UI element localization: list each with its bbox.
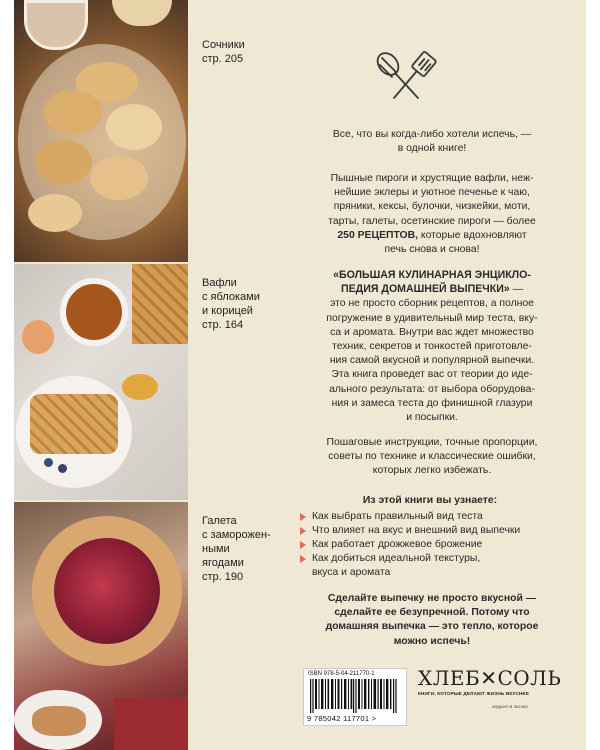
text-line: сделайте ее безупречной. Потому что <box>334 607 530 619</box>
text-line: и посыпки. <box>406 412 458 424</box>
waffle <box>30 394 118 454</box>
pastry <box>28 194 82 232</box>
red-napkin <box>114 698 188 750</box>
list-item-text: Как работает дрожжевое брожение <box>312 539 483 550</box>
text-line: погружение в удивительный мир теста, вку- <box>326 312 538 324</box>
text-line: можно испечь! <box>393 635 471 647</box>
caption-line: стр. 190 <box>202 571 244 583</box>
book-back-cover <box>14 0 586 750</box>
pastry <box>106 104 162 150</box>
coffee-cup <box>24 0 88 50</box>
pastry <box>36 140 92 184</box>
caption-line: ягодами <box>202 557 244 569</box>
blueberry <box>58 464 67 473</box>
learn-heading: Из этой книги вы узнаете: <box>362 495 498 506</box>
text-line: которых легко избежать. <box>372 465 492 477</box>
list-item-text: вкуса и аромата <box>312 567 391 578</box>
text-line: Пошаговые инструкции, точные пропорции, <box>326 437 538 448</box>
list-item <box>300 538 560 552</box>
photo-sochniki <box>14 0 188 262</box>
barcode <box>303 668 407 726</box>
learn-list <box>300 494 560 580</box>
cake-slice <box>32 706 86 736</box>
publisher-logo <box>418 666 562 696</box>
closing-text <box>282 592 582 649</box>
berry-filling <box>54 538 160 644</box>
description-paragraph-2 <box>282 268 582 425</box>
recipe-count: 250 РЕЦЕПТОВ, <box>337 229 419 241</box>
text-line: Все, что вы когда-либо хотели испечь, — <box>332 129 532 140</box>
caption-line: Вафли <box>202 277 237 289</box>
publisher-wordmark: ХЛЕБ✕СОЛЬ <box>418 666 562 690</box>
pastry <box>44 90 102 134</box>
caption-galette <box>202 514 271 584</box>
caption-line: стр. 205 <box>202 53 244 65</box>
list-item-text: Что влияет на вкус и внешний вид выпечки <box>312 525 521 536</box>
text-line: печь снова и снова! <box>384 244 480 256</box>
isbn: ISBN 978-5-04-211770-1 <box>308 671 375 677</box>
text-line: это не просто сборник рецептов, а полное <box>330 298 534 310</box>
caption-line: и корицей <box>202 305 253 317</box>
text-fragment: которые вдохновляют <box>418 229 527 241</box>
text-line: пряники, кексы, булочки, чизкейки, моти, <box>333 201 531 213</box>
blueberry <box>44 458 53 467</box>
text-line: са и аромата. Внутри вас ждет множество <box>330 326 534 338</box>
text-line: в одной книге! <box>397 143 467 155</box>
tea-cup <box>60 278 128 346</box>
caption-line: Сочники <box>202 39 245 51</box>
caption-line: Галета <box>202 515 237 527</box>
imprint-note: ИЗДАНО В ЭКСМО <box>492 704 529 709</box>
waffle-stack <box>132 264 188 344</box>
text-line: техник, секретов и тонкостей приготовле- <box>332 341 532 353</box>
text-line: нейшие эклеры и уютное печенье к чаю, <box>334 187 530 199</box>
barcode-bars <box>310 679 398 713</box>
caption-line: с заморожен- <box>202 529 271 541</box>
pastry <box>90 156 148 200</box>
whisk-spatula-icon <box>372 50 442 108</box>
barcode-number: 9 785042 117701 > <box>307 714 377 723</box>
text-line: Пышные пироги и хрустящие вафли, неж- <box>330 173 534 184</box>
photo-galette <box>14 502 188 750</box>
book-title-line: «БОЛЬШАЯ КУЛИНАРНАЯ ЭНЦИКЛО- <box>333 269 531 281</box>
text-line: тарты, галеты, осетинские пироги — более <box>328 215 536 227</box>
caption-line: ными <box>202 543 230 555</box>
text-line: домашняя выпечка — это тепло, которое <box>325 621 539 633</box>
text-fragment: — <box>509 284 523 296</box>
book-title-line: ПЕДИЯ ДОМАШНЕЙ ВЫПЕЧКИ» <box>341 283 510 296</box>
text-line: ния самой вкусной и популярной выпечки. <box>329 355 535 367</box>
text-line: Сделайте выпечку не просто вкусной — <box>327 593 537 604</box>
text-line <box>282 282 582 297</box>
caption-line: стр. 164 <box>202 319 244 331</box>
intro-text <box>282 128 582 156</box>
list-item <box>300 510 560 524</box>
description-paragraph-3 <box>282 436 582 479</box>
text-line: советы по технике и классические ошибки, <box>328 451 536 463</box>
list-item <box>300 552 560 580</box>
caption-sochniki <box>202 38 245 66</box>
description-paragraph-1 <box>282 172 582 257</box>
honey-jar <box>122 374 158 400</box>
pastry-plate <box>112 0 172 26</box>
apple <box>22 320 54 354</box>
photo-waffles <box>14 264 188 500</box>
text-line <box>282 229 582 243</box>
publisher-tagline: КНИГИ, КОТОРЫЕ ДЕЛАЮТ ЖИЗНЬ ВКУСНЕЕ <box>418 691 530 696</box>
caption-line: с яблоками <box>202 291 260 303</box>
list-item <box>300 524 560 538</box>
list-item-text: Как выбрать правильный вид теста <box>312 511 483 522</box>
text-line: Эта книга проведет вас от теории до иде- <box>331 369 533 381</box>
caption-waffles <box>202 276 260 332</box>
text-line: ния и замеса теста до финишной глазури <box>331 397 533 409</box>
list-item-text: Как добиться идеальной текстуры, <box>312 553 481 564</box>
text-line: ального результата: от выбора оборудова- <box>329 383 535 395</box>
